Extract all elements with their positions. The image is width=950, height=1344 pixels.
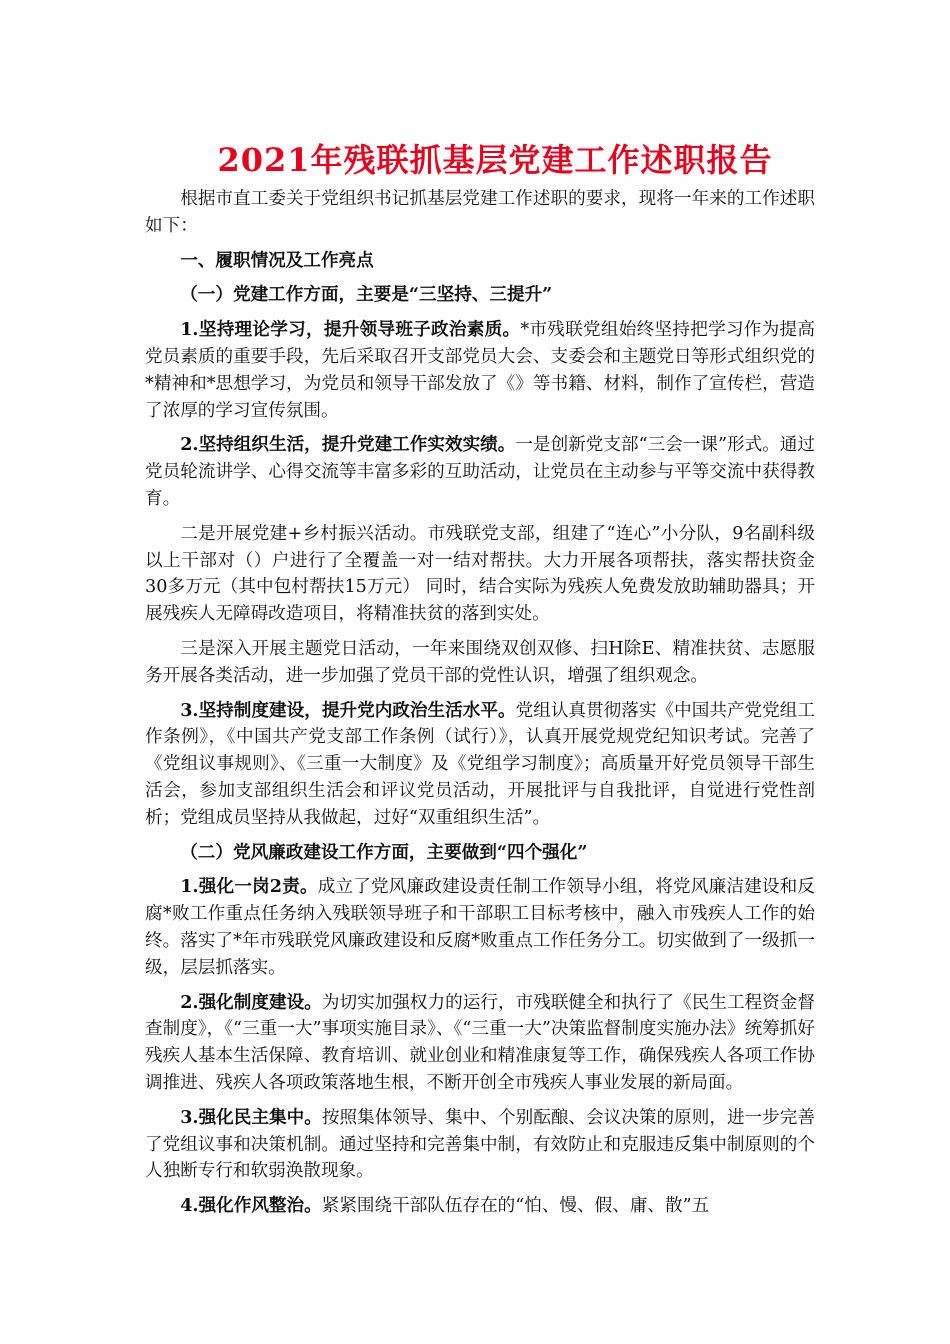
paragraph-lead: 2.坚持组织生活，提升党建工作实效实绩。 bbox=[180, 434, 516, 456]
body-paragraph bbox=[145, 874, 815, 981]
document-body bbox=[145, 186, 815, 1220]
paragraph-text: 根据市直工委关于党组织书记抓基层党建工作述职的要求，现将一年来的工作述职如下： bbox=[145, 189, 815, 236]
paragraph-text: 一是创新党支部“三会一课”形式。通过党员轮流讲学、心得交流等丰富多彩的互助活动，让党员在主动参与平等交流中获得教育。 bbox=[145, 435, 815, 509]
paragraph-lead: 3.强化民主集中。 bbox=[180, 1106, 322, 1128]
body-paragraph bbox=[145, 317, 815, 424]
paragraph-text: 党组认真贯彻落实《中国共产党党组工作条例》，《中国共产党支部工作条例（试行）》，认真开展党规党纪知识考试。完善了《党组议事规则》、《三重一大制度》及《党组学习制度》；高质量开好党员领导干部生活会，参加支部组织生活会和评议党员活动，开展批评与自我批评，自觉进行党性剖析；党组成员坚持从我做起，过好“双重组织生活”。 bbox=[145, 700, 815, 828]
paragraph-text: 成立了党风廉政建设责任制工作领导小组，将党风廉洁建设和反腐*败工作重点任务纳入残联领导班子和干部职工目标考核中，融入市残疾人工作的始终。落实了*年市残联党风廉政建设和反腐*败重点工作任务分工。切实做到了一级抓一级，层层抓落实。 bbox=[145, 877, 815, 978]
paragraph-lead: 1.强化一岗2责。 bbox=[180, 876, 318, 898]
body-paragraph bbox=[145, 432, 815, 512]
section-heading: （一）党建工作方面，主要是“三坚持、三提升” bbox=[180, 284, 553, 306]
body-paragraph bbox=[145, 698, 815, 832]
paragraph-lead: 3.坚持制度建设，提升党内政治生活水平。 bbox=[180, 699, 516, 721]
body-paragraph bbox=[145, 1105, 815, 1185]
paragraph-text: *市残联党组始终坚持把学习作为提高党员素质的重要手段，先后采取召开支部党员大会、支委会和主题党日等形式组织党的*精神和*思想学习，为党员和领导干部发放了《》等书籍、材料，制作了宣传栏，营造了浓厚的学习宣传氛围。 bbox=[145, 320, 815, 421]
paragraph-text: 三是深入开展主题党日活动，一年来围绕双创双修、扫H除E、精准扶贫、志愿服务开展各类活动，进一步加强了党员干部的党性认识，增强了组织观念。 bbox=[145, 638, 815, 686]
paragraph-text: 二是开展党建+乡村振兴活动。市残联党支部，组建了“连心”小分队，9名副科级以上干部对（）户进行了全覆盖一对一结对帮扶。大力开展各项帮扶，落实帮扶资金30多万元（其中包村帮扶15万元） 同时，结合实际为残疾人免费发放助辅助器具；开展残疾人无障碍改造项目，将精准扶贫的落到实处。 bbox=[145, 523, 815, 625]
section-heading: 一、履职情况及工作亮点 bbox=[180, 249, 374, 271]
paragraph-lead: 2.强化制度建设。 bbox=[180, 991, 322, 1013]
paragraph-text: 按照集体领导、集中、个别酝酿、会议决策的原则，进一步完善了党组议事和决策机制。通过坚持和完善集中制，有效防止和克服违反集中制原则的个人独断专行和软弱涣散现象。 bbox=[145, 1107, 815, 1182]
body-paragraph bbox=[145, 990, 815, 1097]
paragraph-lead: 1.坚持理论学习，提升领导班子政治素质。 bbox=[180, 319, 521, 341]
paragraph-text: 为切实加强权力的运行，市残联健全和执行了《民生工程资金督查制度》，《“三重一大”事项实施目录》、《“三重一大”决策监督制度实施办法》统筹抓好残疾人基本生活保障、教育培训、就业创业和精准康复等工作，确保残疾人各项工作协调推进、残疾人各项政策落地生根，不断开创全市残疾人事业发展的新局面。 bbox=[145, 992, 815, 1093]
body-paragraph bbox=[145, 636, 815, 690]
body-paragraph bbox=[145, 521, 815, 628]
document-title: 2021年残联抓基层党建工作述职报告 bbox=[217, 141, 773, 179]
paragraph-lead: 4.强化作风整治。 bbox=[180, 1195, 322, 1217]
body-paragraph bbox=[145, 1193, 815, 1220]
paragraph-text: 紧紧围绕干部队伍存在的“怕、慢、假、庸、散”五 bbox=[321, 1196, 710, 1217]
body-paragraph bbox=[145, 186, 815, 240]
section-heading: （二）党风廉政建设工作方面，主要做到“四个强化” bbox=[180, 841, 588, 863]
